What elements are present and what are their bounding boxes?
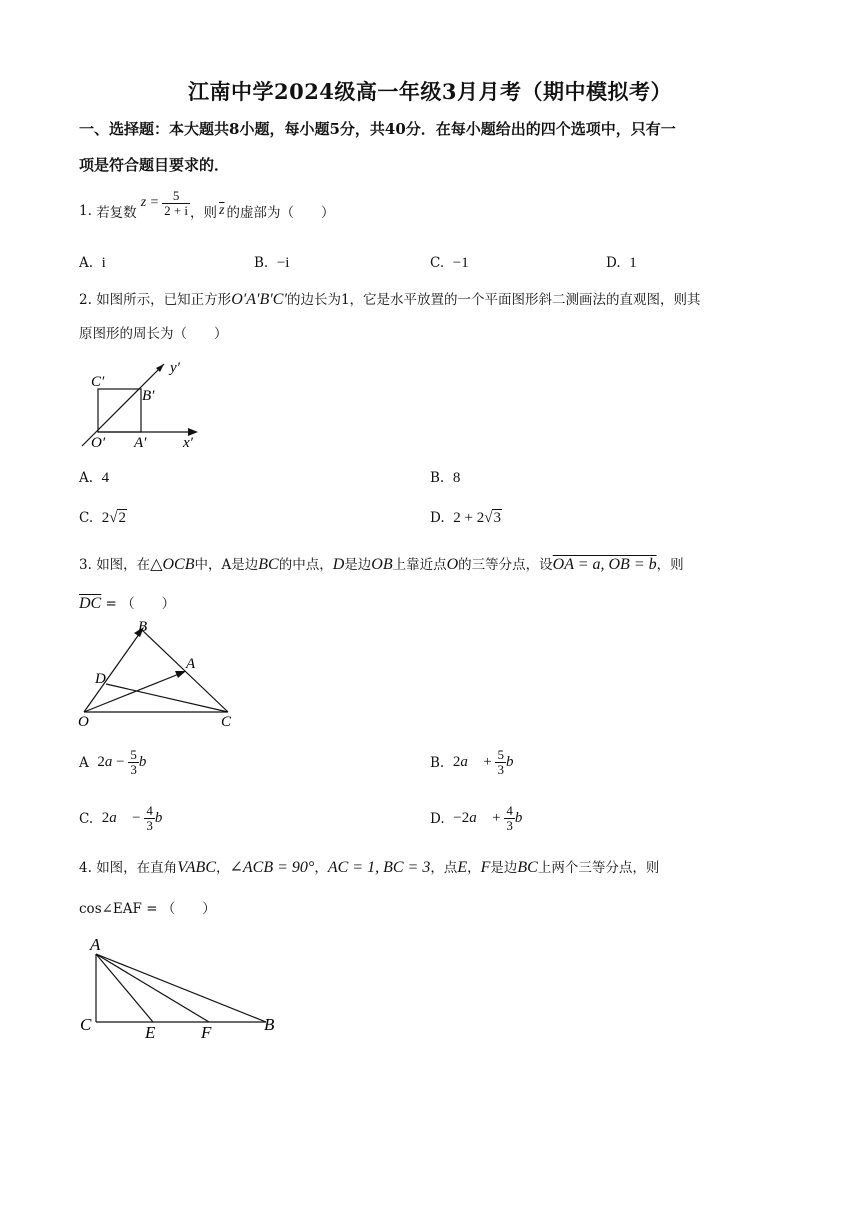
- q1-number: 1.: [79, 203, 92, 219]
- q3-vectors: OA = a, OB = b: [552, 556, 657, 573]
- q2-label-b: B′: [142, 388, 155, 404]
- q2-label-a: A′: [134, 435, 147, 451]
- q3-option-d: D. −2 a⃗ + $\frac{4}{3}$ b⃗: [430, 803, 535, 833]
- q3-option-c: C. 2 a⃗ − $\frac{4}{3}$ b⃗: [79, 803, 175, 833]
- q3-label-b: B: [138, 619, 148, 635]
- q3-option-a: A 2 a − $\frac{5}{3}$ b: [79, 747, 147, 777]
- question-1: [79, 189, 335, 233]
- q2-label-c: C′: [91, 374, 105, 390]
- q1-zbar: $\overline{z}$: [219, 203, 225, 218]
- question-3-line1: 3. 如图，在△OCB中，A是边BC的中点，D是边OB上靠近点O的三等分点，设OA = a, OB = b，则: [79, 556, 684, 573]
- q1-z: z =: [140, 195, 160, 210]
- q1-frac-denominator: 2 + i: [164, 202, 189, 218]
- q3-dc-vector: $\overline{DC}$: [79, 595, 102, 612]
- q2-label-o: O′: [91, 435, 106, 451]
- q2-square-name: O′A′B′C′: [231, 291, 287, 308]
- section-heading-line1: 一、选择题：本大题共8小题，每小题5分，共40分．在每小题给出的四个选项中，只有一: [79, 120, 676, 138]
- q4-label-f: F: [201, 1023, 212, 1042]
- q4-label-c: C: [80, 1015, 92, 1034]
- q4-label-b: B: [264, 1015, 275, 1034]
- q1-fraction: [162, 189, 190, 218]
- question-4-line1: 4. 如图，在直角VABC，∠ACB = 90°，AC = 1, BC = 3，点E，F是边BC上两个三等分点，则: [79, 859, 660, 876]
- q1-option-c: C. −1: [430, 255, 469, 271]
- q3-figure: [76, 616, 246, 732]
- q2-label-y: y′: [170, 360, 180, 376]
- q3-label-a: A: [186, 656, 196, 672]
- q2-option-a: A. 4: [79, 470, 110, 486]
- question-4-line2: cos∠EAF = （ ）: [79, 901, 216, 917]
- q1-mid: ，则: [190, 205, 218, 221]
- exam-title: 江南中学2024级高一年级3月月考（期中模拟考）: [187, 79, 673, 104]
- q3-label-c: C: [221, 714, 232, 730]
- q4-label-a: A: [90, 935, 101, 954]
- q1-frac-numerator: 5: [162, 189, 190, 204]
- q3-label-d: D: [95, 671, 106, 687]
- q3-label-o: O: [78, 714, 89, 730]
- q1-prefix: 若复数: [96, 205, 137, 221]
- q4-figure: [76, 932, 286, 1044]
- q2-option-b: B. 8: [430, 470, 461, 486]
- q2-label-x: x′: [183, 435, 193, 451]
- q1-option-b: B. −i: [254, 255, 290, 271]
- q4-label-e: E: [145, 1023, 156, 1042]
- q1-option-a: A. i: [79, 255, 106, 271]
- q2-option-d: D. 2 + 2√3: [430, 510, 501, 526]
- question-2-line1: 2. 如图所示，已知正方形O′A′B′C′的边长为1，它是水平放置的一个平面图形斜二测画法的直观图，则其: [79, 291, 701, 308]
- q2-option-c: C. 2√2: [79, 510, 126, 526]
- question-3-line2: $\overline{DC}$ = （ ）: [79, 595, 176, 612]
- section-heading-line2: 项是符合题目要求的．: [79, 156, 230, 174]
- question-2-line2: 原图形的周长为（ ）: [79, 326, 228, 342]
- q1-option-d: D. 1: [606, 255, 637, 271]
- q3-option-b: B. 2 a⃗ + $\frac{5}{3}$ b⃗: [430, 747, 526, 777]
- q2-figure: [76, 356, 206, 452]
- q1-suffix: 的虚部为（ ）: [226, 205, 335, 221]
